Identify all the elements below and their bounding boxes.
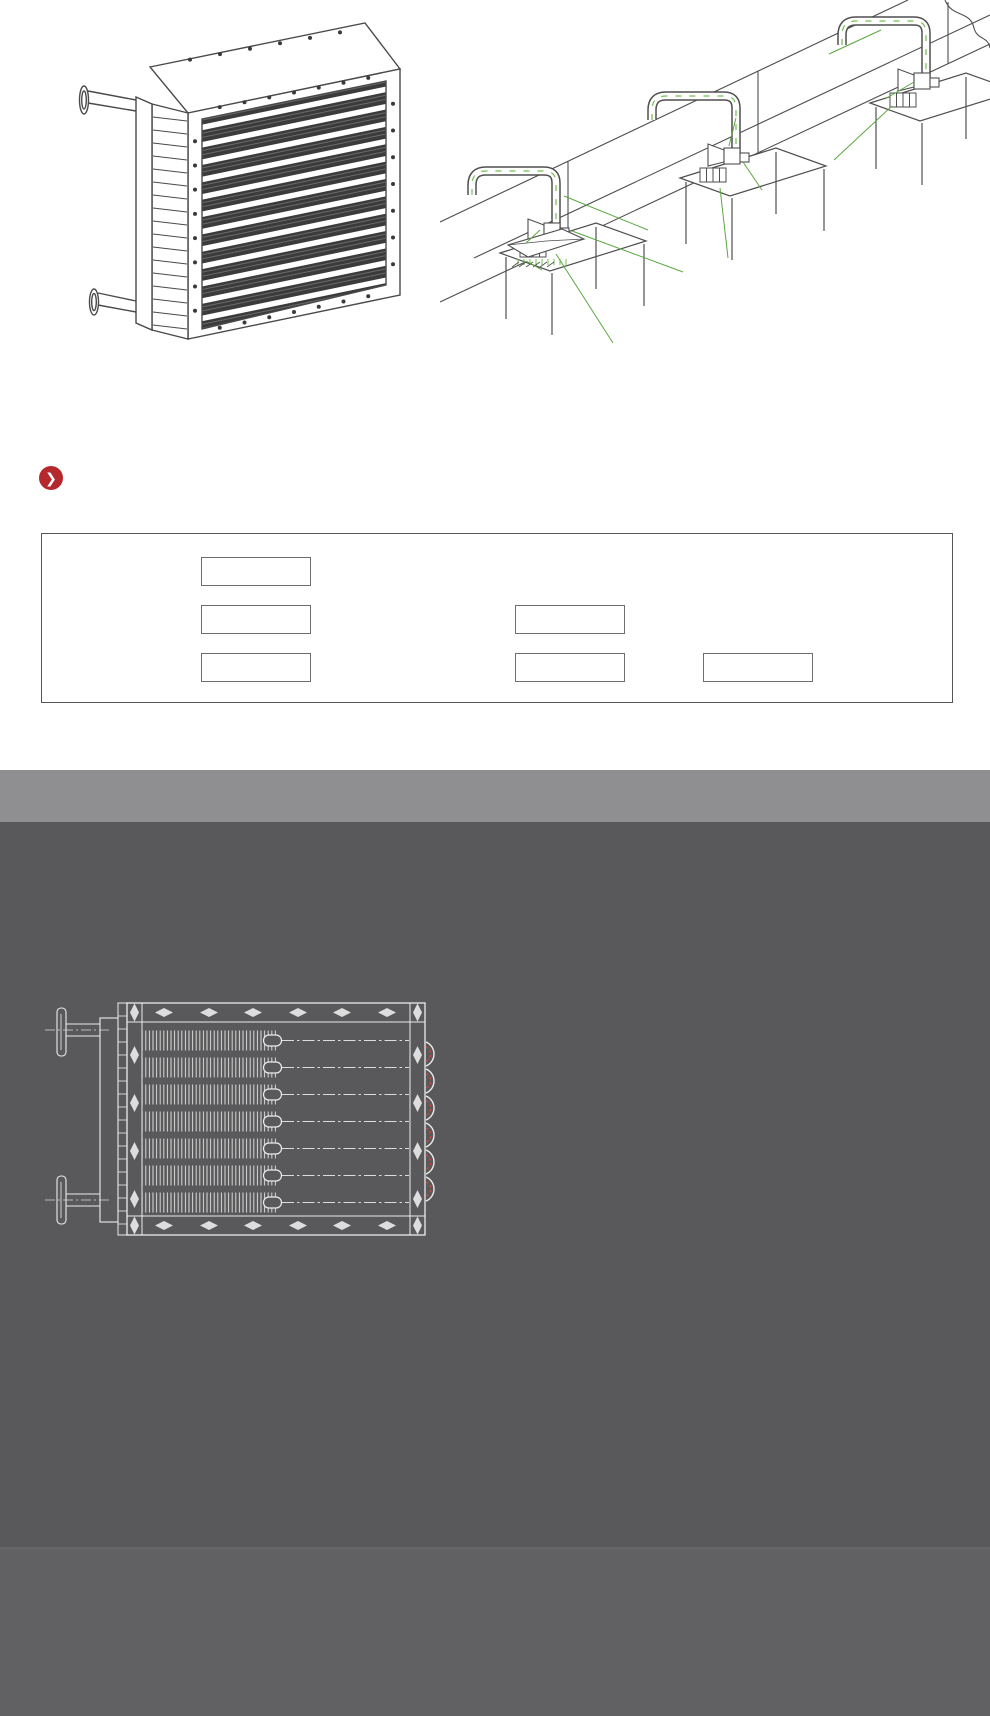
chevron-right-icon [39, 466, 63, 490]
recirculation-field [579, 653, 813, 682]
installation-diagram-svg [440, 0, 990, 365]
heat-load-input[interactable] [204, 560, 273, 583]
air-flow-input[interactable] [204, 656, 273, 679]
heat-load-field [101, 557, 311, 586]
source-temp-field [429, 605, 625, 634]
source-temp-input[interactable] [518, 608, 587, 631]
parameter-form [41, 533, 953, 703]
air-flow-field [101, 653, 311, 682]
heater-stations [472, 21, 990, 335]
iso-body [80, 23, 401, 339]
recirculation-input[interactable] [706, 656, 775, 679]
heat-load-inputbox [201, 557, 311, 586]
outlet-temp-input[interactable] [518, 656, 587, 679]
customization-headline [39, 464, 78, 492]
heat-exchanger-isometric-svg [40, 5, 440, 355]
heat-exchanger-isometric-drawing [40, 5, 440, 355]
section-header-band [0, 770, 990, 822]
recirculation-inputbox [703, 653, 813, 682]
engineering-drawings-panel [0, 822, 990, 1716]
source-flow-inputbox [201, 605, 311, 634]
source-temp-inputbox [515, 605, 625, 634]
panel-footer-background [0, 1548, 990, 1716]
source-flow-field [101, 605, 311, 634]
source-flow-input[interactable] [204, 608, 273, 631]
installation-diagram [440, 0, 990, 365]
air-flow-inputbox [201, 653, 311, 682]
